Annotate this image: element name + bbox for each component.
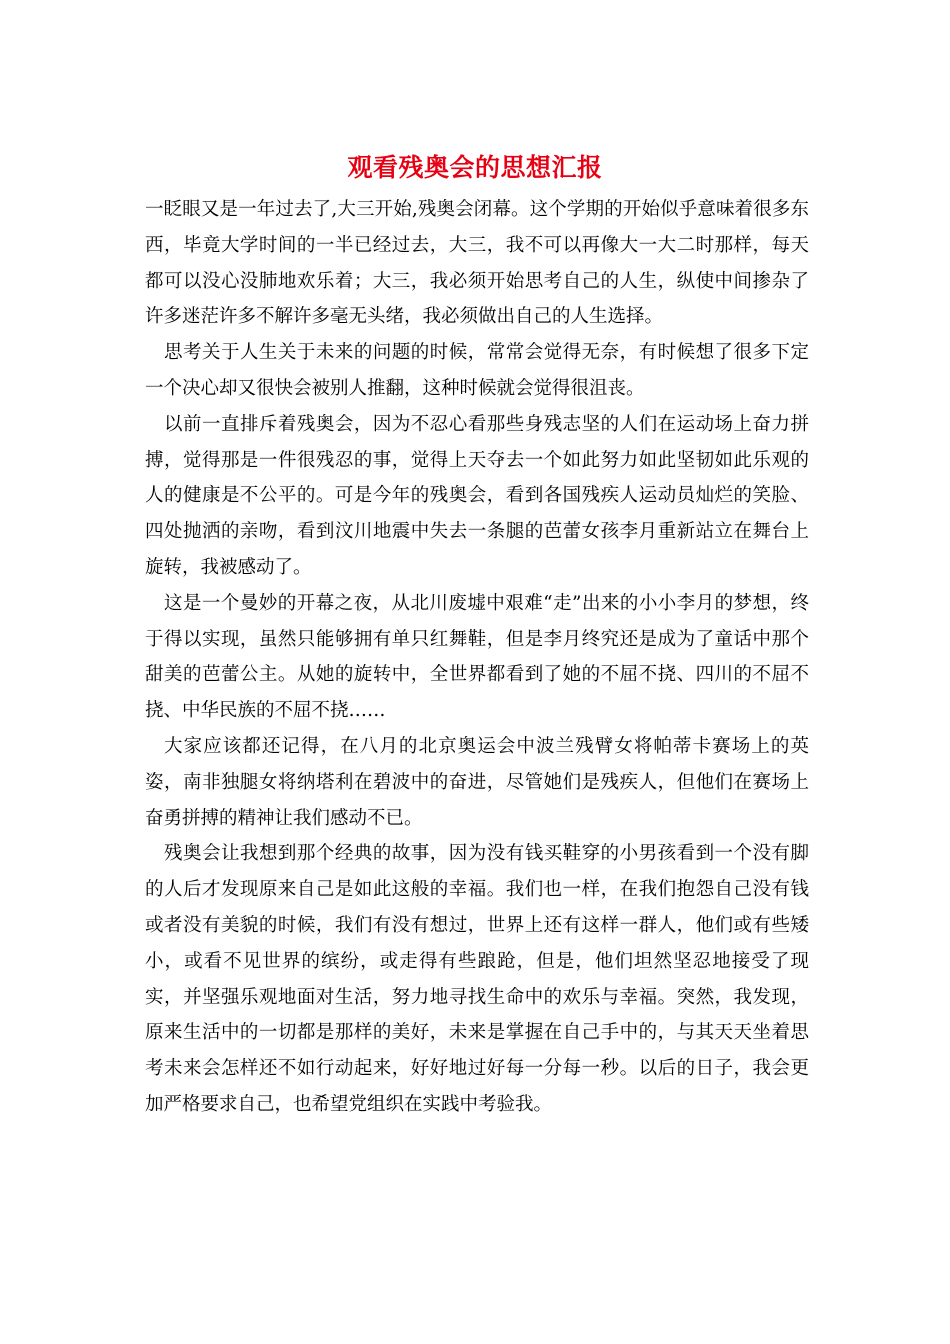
paragraph-1: 一眨眼又是一年过去了,大三开始,残奥会闭幕。这个学期的开始似乎意味着很多东西，毕竟大学时间的一半已经过去，大三，我不可以再像大一大二时那样，每天都可以没心没肺地欢乐着；大三，我必须开始思考自己的人生，纵使中间掺杂了许多迷茫许多不解许多毫无头绪，我必须做出自己的人生选择。 xyxy=(145,199,809,328)
paragraph-4: 这是一个曼妙的开幕之夜，从北川废墟中艰难“走”出来的小小李月的梦想，终于得以实现，虽然只能够拥有单只红舞鞋，但是李月终究还是成为了童话中那个甜美的芭蕾公主。从她的旋转中，全世界都看到了她的不屈不挠、四川的不屈不挠、中华民族的不屈不挠…… xyxy=(145,592,809,722)
document-title: 观看残奥会的思想汇报 xyxy=(347,153,603,182)
paragraph-6: 残奥会让我想到那个经典的故事，因为没有钱买鞋穿的小男孩看到一个没有脚的人后才发现原来自己是如此这般的幸福。我们也一样，在我们抱怨自己没有钱或者没有美貌的时候，我们有没有想过，世界上还有这样一群人，他们或有些矮小，或看不见世界的缤纷，或走得有些踉跄，但是，他们坦然坚忍地接受了现实，并坚强乐观地面对生活，努力地寻找生命中的欢乐与幸福。突然，我发现，原来生活中的一切都是那样的美好，未来是掌握在自己手中的，与其天天坐着思考未来会怎样还不如行动起来，好好地过好每一分每一秒。以后的日子，我会更加严格要求自己，也希望党组织在实践中考验我。 xyxy=(145,843,809,1115)
paragraph-3: 以前一直排斥着残奥会，因为不忍心看那些身残志坚的人们在运动场上奋力拼搏，觉得那是一件很残忍的事，觉得上天夺去一个如此努力如此坚韧如此乐观的人的健康是不公平的。可是今年的残奥会，看到各国残疾人运动员灿烂的笑脸、四处抛洒的亲吻，看到汶川地震中失去一条腿的芭蕾女孩李月重新站立在舞台上旋转，我被感动了。 xyxy=(145,413,809,578)
paragraph-5: 大家应该都还记得，在八月的北京奥运会中波兰残臂女将帕蒂卡赛场上的英姿，南非独腿女将纳塔利在碧波中的奋进，尽管她们是残疾人，但他们在赛场上奋勇拼搏的精神让我们感动不已。 xyxy=(145,735,809,829)
paragraph-2: 思考关于人生关于未来的问题的时候，常常会觉得无奈，有时候想了很多下定一个决心却又很快会被别人推翻，这种时候就会觉得很沮丧。 xyxy=(145,342,809,399)
document-body xyxy=(145,192,809,1123)
